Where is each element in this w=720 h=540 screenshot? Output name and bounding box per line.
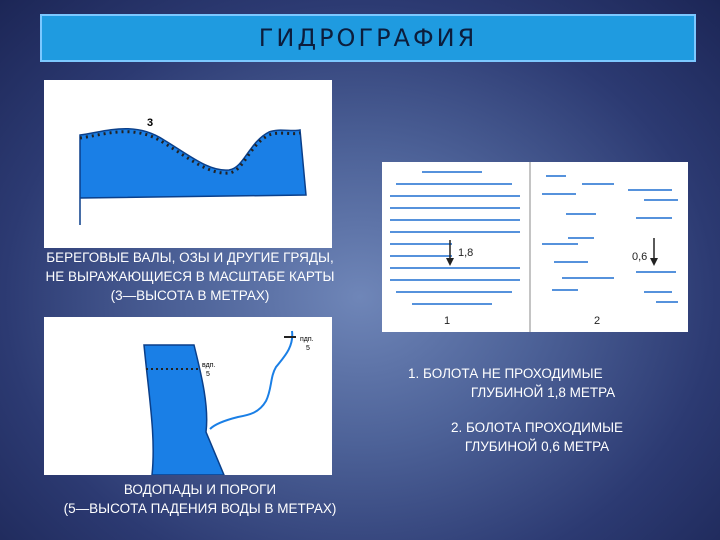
marsh-caption-2: 2. БОЛОТА ПРОХОДИМЫЕ ГЛУБИНОЙ 0,6 МЕТРА bbox=[450, 420, 624, 454]
marsh-1-lines bbox=[390, 172, 520, 304]
marsh-num-1: 1 bbox=[444, 315, 451, 327]
marsh-caption-1: 1. БОЛОТА НЕ ПРОХОДИМЫЕ ГЛУБИНОЙ 1,8 МЕТРА bbox=[408, 366, 616, 400]
waterfall-label-left: вдп. 5 bbox=[202, 362, 216, 378]
marsh-panel bbox=[382, 162, 688, 332]
ridge-height-label: 3 bbox=[147, 117, 154, 129]
page-title: ГИДРОГРАФИЯ bbox=[258, 24, 478, 52]
ridges-panel bbox=[44, 80, 332, 248]
marsh-num-2: 2 bbox=[594, 315, 601, 327]
marsh-2-lines bbox=[542, 176, 678, 302]
waterfalls-panel bbox=[44, 317, 332, 475]
waterfalls-caption: ВОДОПАДЫ И ПОРОГИ (5—ВЫСОТА ПАДЕНИЯ ВОДЫ В МЕТРАХ) bbox=[63, 482, 337, 516]
title-bar bbox=[40, 14, 696, 62]
ridges-figure bbox=[44, 80, 332, 248]
marsh-depth-2: 0,6 bbox=[632, 251, 648, 263]
marsh-depth-1: 1,8 bbox=[458, 247, 474, 259]
waterfall-label-right: пдп. 5 bbox=[300, 336, 314, 352]
waterfalls-figure bbox=[44, 317, 332, 475]
marsh-figure bbox=[382, 162, 688, 332]
ridges-caption: БЕРЕГОВЫЕ ВАЛЫ, ОЗЫ И ДРУГИЕ ГРЯДЫ, НЕ ВЫРАЖАЮЩИЕСЯ В МАСШТАБЕ КАРТЫ (3—ВЫСОТА В МЕТРАХ) bbox=[45, 250, 335, 303]
